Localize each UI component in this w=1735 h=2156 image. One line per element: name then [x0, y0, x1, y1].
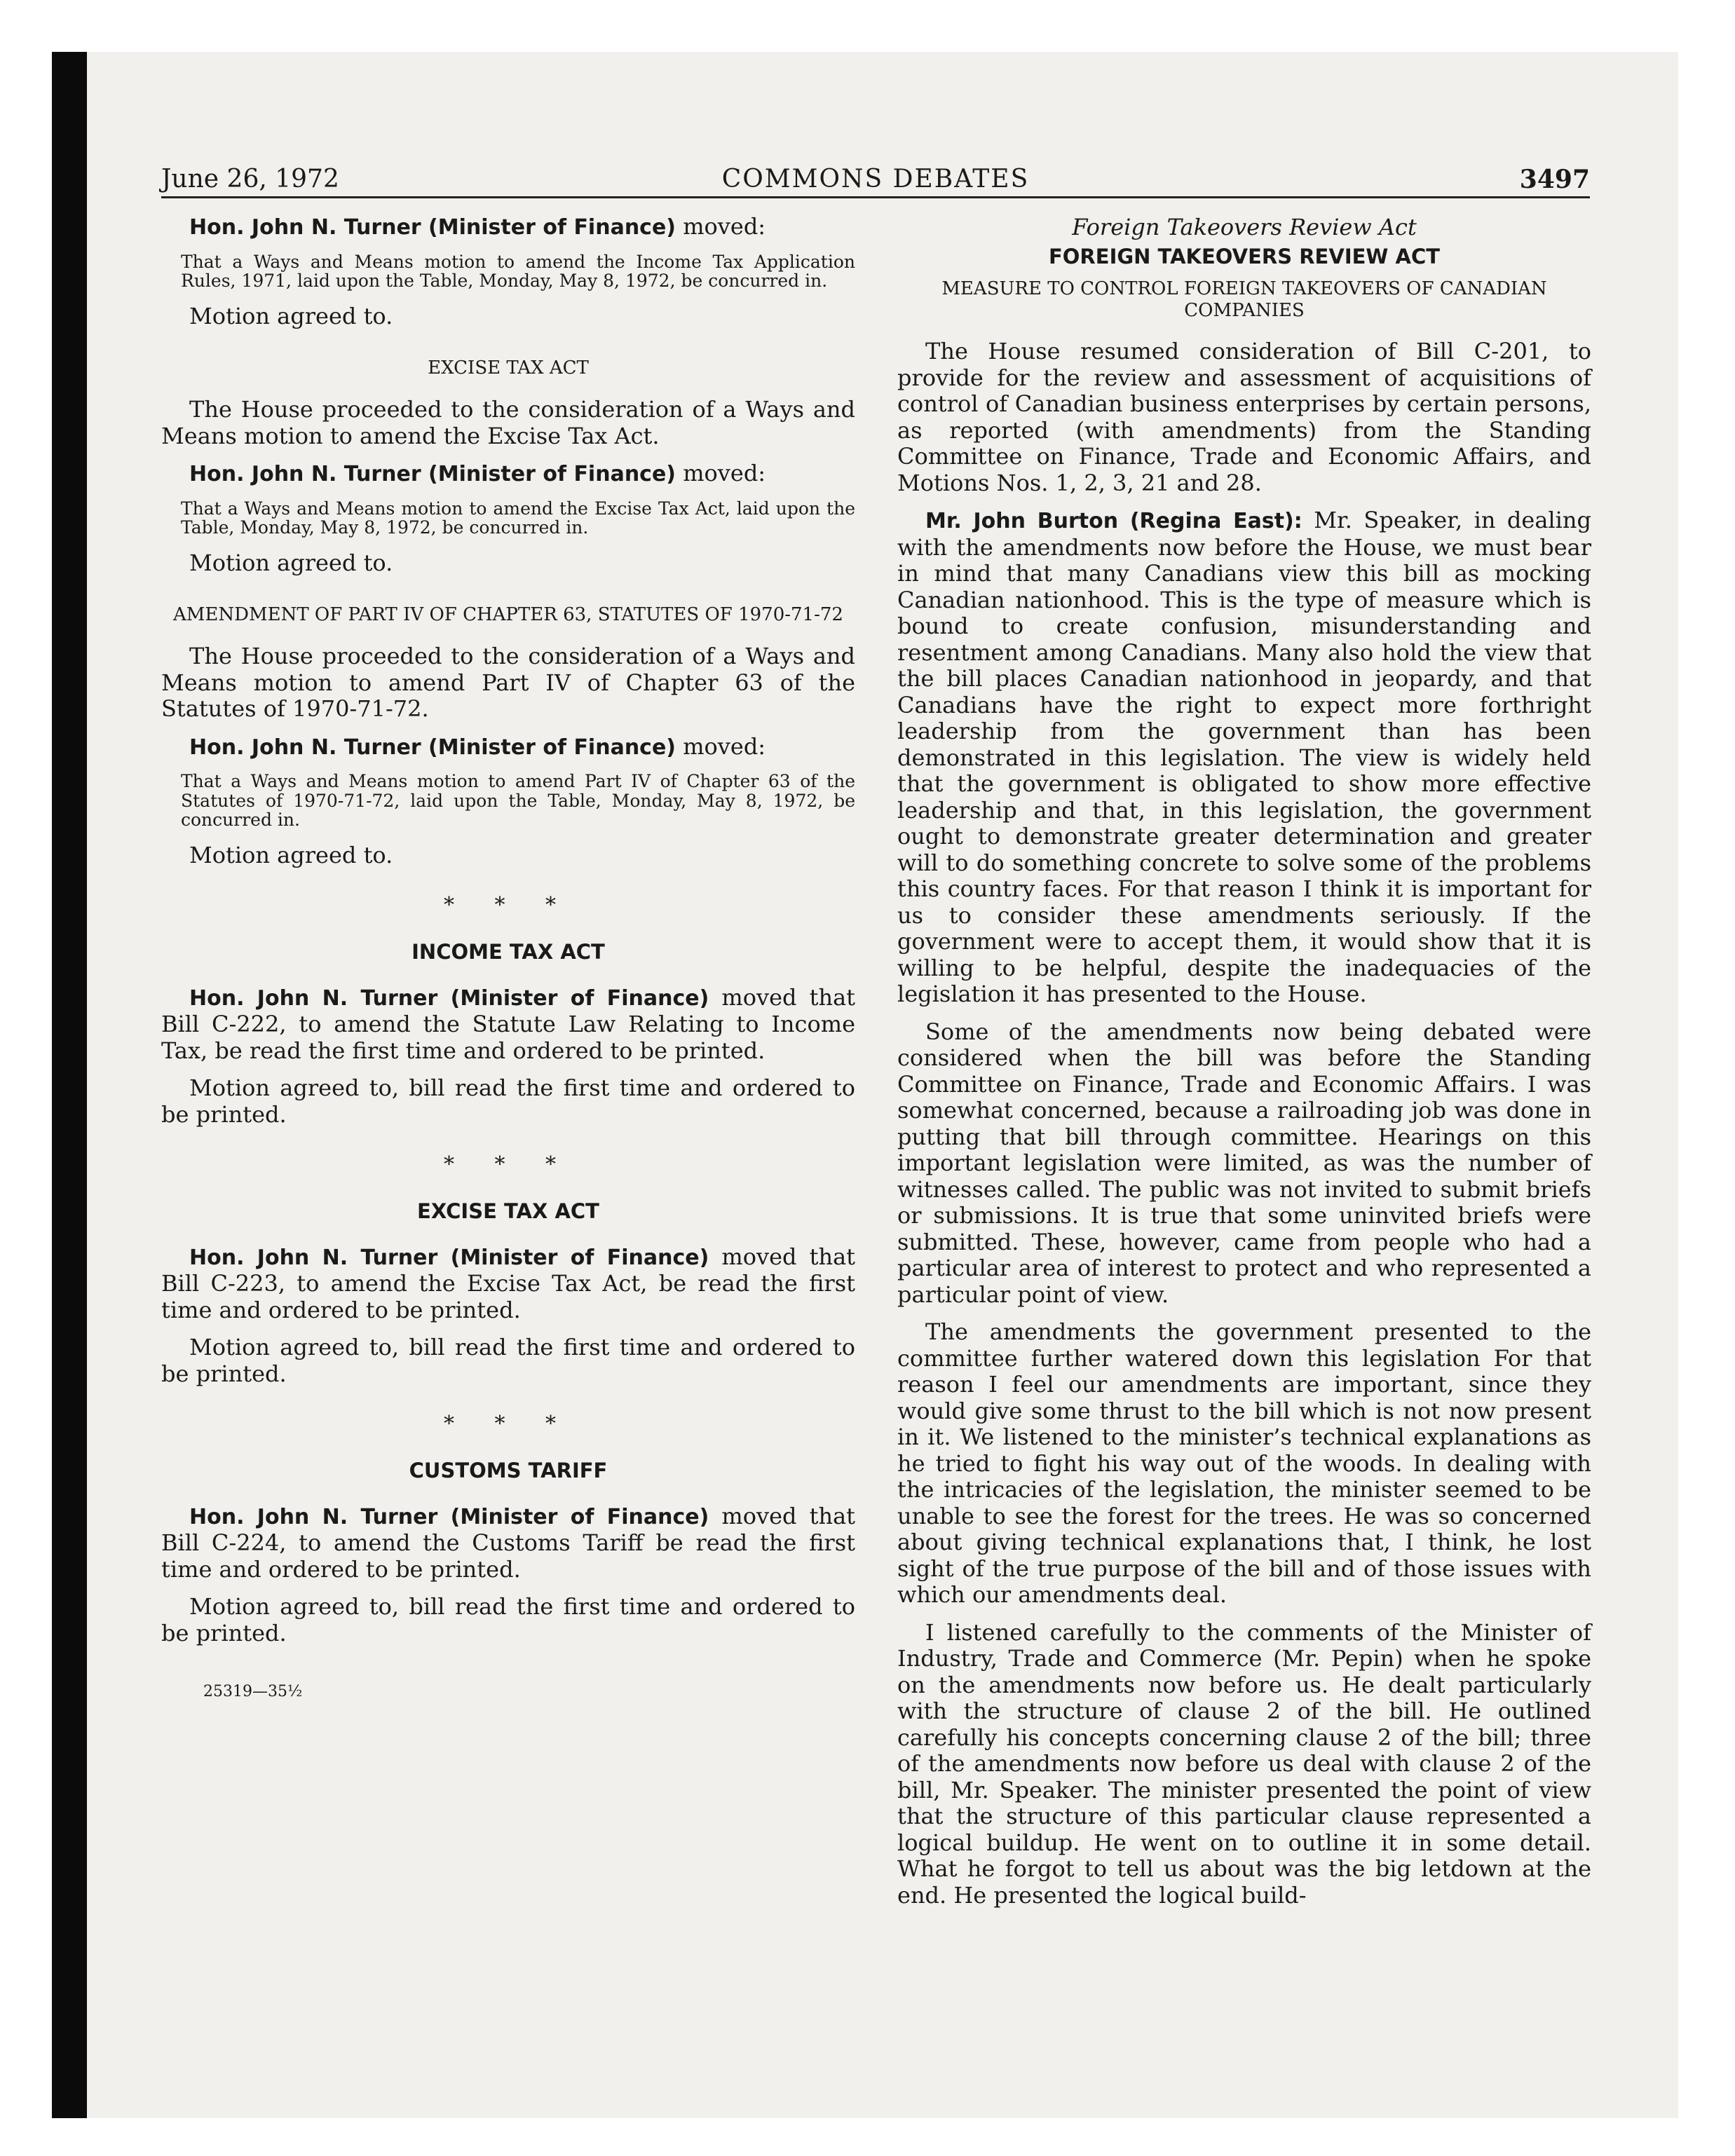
- section-heading: CUSTOMS TARIFF: [409, 1458, 608, 1482]
- paragraph-text: moved:: [676, 732, 766, 760]
- speaker-name: Hon. John N. Turner (Minister of Finance): [189, 1245, 709, 1270]
- left-column: [161, 214, 855, 1721]
- section-heading: EXCISE TAX ACT: [428, 357, 589, 378]
- speaker-name: Hon. John N. Turner (Minister of Finance): [189, 735, 676, 760]
- paragraph: [161, 734, 855, 761]
- running-header: [161, 163, 1590, 198]
- paragraph-text: moved that Bill C-223, to amend the Excise Tax Act, be read the first time and ordered to be printed.: [161, 1243, 855, 1323]
- paragraph: [161, 1244, 855, 1324]
- subsection-heading: MEASURE TO CONTROL FOREIGN TAKEOVERS OF CANADIAN COMPANIES: [941, 278, 1547, 321]
- speaker-name: Hon. John N. Turner (Minister of Finance): [189, 462, 676, 486]
- section-separator: * * *: [443, 893, 573, 917]
- scan-border: [52, 52, 87, 2118]
- running-section-title: Foreign Takeovers Review Act: [1072, 214, 1417, 240]
- paragraph: The House resumed consideration of Bill C-201, to provide for the review and assessment of acquisitions of control of Canadian business enterprises by certain persons, as reported (with amendments) from the Standing Committee on Finance, Trade and Economic Affairs, and Motions Nos. 1, 2, 3, 21 and 28.: [897, 338, 1591, 496]
- section-heading: FOREIGN TAKEOVERS REVIEW ACT: [1048, 245, 1441, 268]
- paragraph: The House proceeded to the consideration of a Ways and Means motion to amend Part IV of Chapter 63 of the Statutes of 1970-71-72.: [161, 643, 855, 722]
- paragraph: Some of the amendments now being debated were considered when the bill was before the Standing Committee on Finance, Trade and Economic Affairs. I was somewhat concerned, because a railroading job was done in putting that bill through committee. Hearings on this important legislation were limited, as was the number of witnesses called. The public was not invited to submit briefs or submissions. It is true that some uninvited briefs were submitted. These, however, came from people who had a particular area of interest to protect and who represented a particular point of view.: [897, 1018, 1591, 1308]
- speaker-name: Hon. John N. Turner (Minister of Finance): [189, 215, 676, 240]
- motion-result: Motion agreed to, bill read the first time and ordered to be printed.: [161, 1334, 855, 1387]
- section-heading: AMENDMENT OF PART IV OF CHAPTER 63, STATUTES OF 1970-71-72: [173, 604, 843, 625]
- speaker-name: Hon. John N. Turner (Minister of Finance): [189, 1504, 709, 1529]
- paragraph: The House proceeded to the consideration of a Ways and Means motion to amend the Excise Tax Act.: [161, 396, 855, 449]
- motion-text: That a Ways and Means motion to amend the Income Tax Application Rules, 1971, laid upon the Table, Monday, May 8, 1972, be concurred in.: [181, 251, 855, 291]
- paragraph: The amendments the government presented to the committee further watered down this legislation For that reason I feel our amendments are important, since they would give some thrust to the bill which is not now present in it. We listened to the minister’s technical explanations as he tried to fight his way out of the woods. In dealing with the intricacies of the legislation, the minister seemed to be unable to see the forest for the trees. He was so concerned about giving technical explanations that, I think, he lost sight of the true purpose of the bill and of those issues with which our amendments deal.: [897, 1318, 1591, 1608]
- paragraph: [161, 1503, 855, 1583]
- header-page-number: 3497: [1519, 165, 1590, 194]
- right-column: [897, 214, 1591, 1920]
- paragraph: [161, 214, 855, 241]
- paragraph: I listened carefully to the comments of the Minister of Industry, Trade and Commerce (Mr. Pepin) when he spoke on the amendments now before us. He dealt particularly with the structure of clause 2 of the bill. He outlined carefully his concepts concerning clause 2 of the bill; three of the amendments now before us deal with clause 2 of the bill, Mr. Speaker. The minister presented the point of view that the structure of this particular clause represented a logical buildup. He went on to outline it in some detail. What he forgot to tell us about was the big letdown at the end. He presented the logical build-: [897, 1618, 1591, 1909]
- paragraph-text: moved:: [676, 213, 766, 240]
- motion-result: Motion agreed to, bill read the first time and ordered to be printed.: [161, 1074, 855, 1128]
- speaker-name: Hon. John N. Turner (Minister of Finance): [189, 985, 709, 1011]
- motion-result: Motion agreed to.: [189, 841, 393, 868]
- paragraph: [161, 985, 855, 1065]
- paragraph-text: moved that Bill C-222, to amend the Statute Law Relating to Income Tax, be read the first time and ordered to be printed.: [161, 983, 855, 1064]
- paragraph: [897, 507, 1591, 1008]
- paragraph: [161, 460, 855, 488]
- motion-result: Motion agreed to.: [189, 302, 393, 329]
- motion-result: Motion agreed to, bill read the first time and ordered to be printed.: [161, 1593, 855, 1646]
- section-separator: * * *: [443, 1152, 573, 1177]
- section-heading: EXCISE TAX ACT: [417, 1199, 599, 1223]
- paragraph-text: moved that Bill C-224, to amend the Customs Tariff be read the first time and ordered to be printed.: [161, 1502, 855, 1583]
- header-date: June 26, 1972: [161, 165, 339, 193]
- paragraph-text: moved:: [676, 460, 766, 486]
- motion-result: Motion agreed to.: [189, 549, 393, 576]
- section-heading: INCOME TAX ACT: [411, 939, 605, 964]
- motion-text: That a Ways and Means motion to amend the Excise Tax Act, laid upon the Table, Monday, May 8, 1972, be concurred in.: [181, 498, 855, 538]
- motion-text: That a Ways and Means motion to amend Part IV of Chapter 63 of the Statutes of 1970-71-72, laid upon the Table, Monday, May 8, 1972, be concurred in.: [181, 771, 855, 830]
- paragraph-text: Mr. Speaker, in dealing with the amendments now before the House, we must bear in mind that many Canadians view this bill as mocking Canadian nationhood. This is the type of measure which is bound to create confusion, misunderstanding and resentment among Canadians. Many also hold the view that the bill places Canadian nationhood in jeopardy, and that Canadians have the right to expect more forthright leadership from the government than has been demonstrated in this legislation. The view is widely held that the government is obligated to show more effective leadership and that, in this legislation, the government ought to demonstrate greater determination and greater will to do something concrete to solve some of the problems this country faces. For that reason I think it is important for us to consider these amendments seriously. If the government were to accept them, it would show that it is willing to be helpful, despite the inadequacies of the legislation it has presented to the House.: [897, 507, 1591, 1007]
- section-separator: * * *: [443, 1412, 573, 1436]
- header-publication: COMMONS DEBATES: [721, 165, 1030, 193]
- speaker-name: Mr. John Burton (Regina East):: [925, 509, 1302, 533]
- print-code: 25319—35½: [203, 1683, 303, 1700]
